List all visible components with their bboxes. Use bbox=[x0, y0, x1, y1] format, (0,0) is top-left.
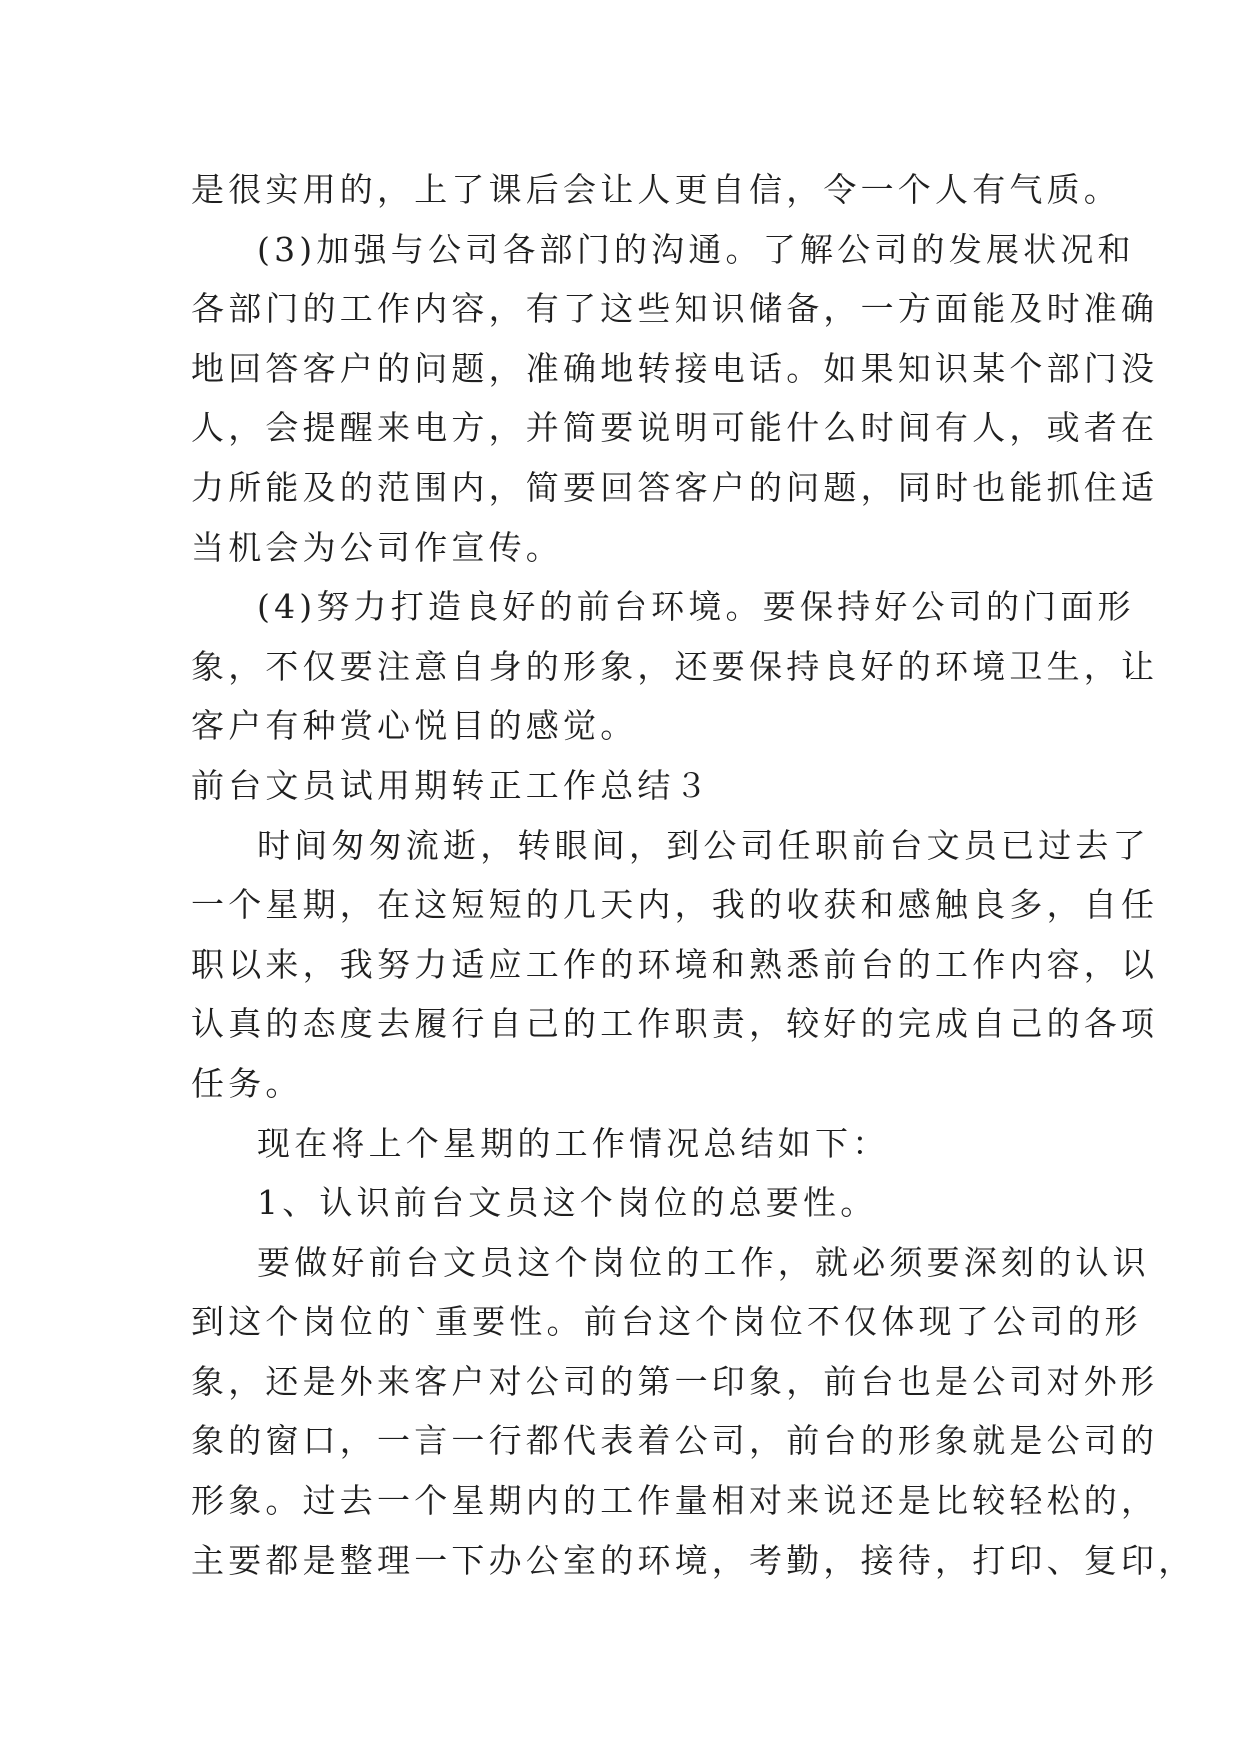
text-line: 当机会为公司作宣传。 bbox=[191, 527, 563, 567]
text-line: 象的窗口，一言一行都代表着公司，前台的形象就是公司的 bbox=[191, 1421, 1159, 1461]
text-line: 象，不仅要注意自身的形象，还要保持良好的环境卫生，让 bbox=[191, 646, 1159, 686]
text-line: 主要都是整理一下办公室的环境，考勤，接待，打印、复印， bbox=[191, 1540, 1196, 1580]
text-line: 要做好前台文员这个岗位的工作，就必须要深刻的认识 bbox=[257, 1242, 1150, 1282]
text-line: 职以来，我努力适应工作的环境和熟悉前台的工作内容，以 bbox=[191, 944, 1159, 984]
text-line: 力所能及的范围内，简要回答客户的问题，同时也能抓住适 bbox=[191, 467, 1159, 507]
text-line: 是很实用的，上了课后会让人更自信，令一个人有气质。 bbox=[191, 170, 1121, 209]
text-line: 形象。过去一个星期内的工作量相对来说还是比较轻松的， bbox=[191, 1481, 1159, 1521]
document-body bbox=[191, 160, 1196, 1590]
text-line: (3)加强与公司各部门的沟通。了解公司的发展状况和 bbox=[257, 229, 1135, 269]
text-line: 象，还是外来客户对公司的第一印象，前台也是公司对外形 bbox=[191, 1361, 1159, 1401]
section-heading: 前台文员试用期转正工作总结３ bbox=[191, 765, 712, 805]
text-line: 任务。 bbox=[191, 1063, 303, 1103]
text-line: 1、认识前台文员这个岗位的总要性。 bbox=[257, 1183, 878, 1223]
text-line: 认真的态度去履行自己的工作职责，较好的完成自己的各项 bbox=[191, 1004, 1159, 1044]
text-line: 现在将上个星期的工作情况总结如下： bbox=[257, 1123, 890, 1163]
text-line: 一个星期，在这短短的几天内，我的收获和感触良多，自任 bbox=[191, 885, 1159, 925]
text-line: 客户有种赏心悦目的感觉。 bbox=[191, 706, 638, 746]
text-line: 地回答客户的问题，准确地转接电话。如果知识某个部门没 bbox=[191, 348, 1159, 388]
text-line: 到这个岗位的`重要性。前台这个岗位不仅体现了公司的形 bbox=[191, 1302, 1142, 1342]
text-line: 人，会提醒来电方，并简要说明可能什么时间有人，或者在 bbox=[191, 408, 1159, 448]
text-line: 各部门的工作内容，有了这些知识储备，一方面能及时准确 bbox=[191, 289, 1159, 329]
text-line: 时间匆匆流逝，转眼间，到公司任职前台文员已过去了 bbox=[257, 825, 1150, 865]
text-line: (4)努力打造良好的前台环境。要保持好公司的门面形 bbox=[257, 587, 1135, 627]
